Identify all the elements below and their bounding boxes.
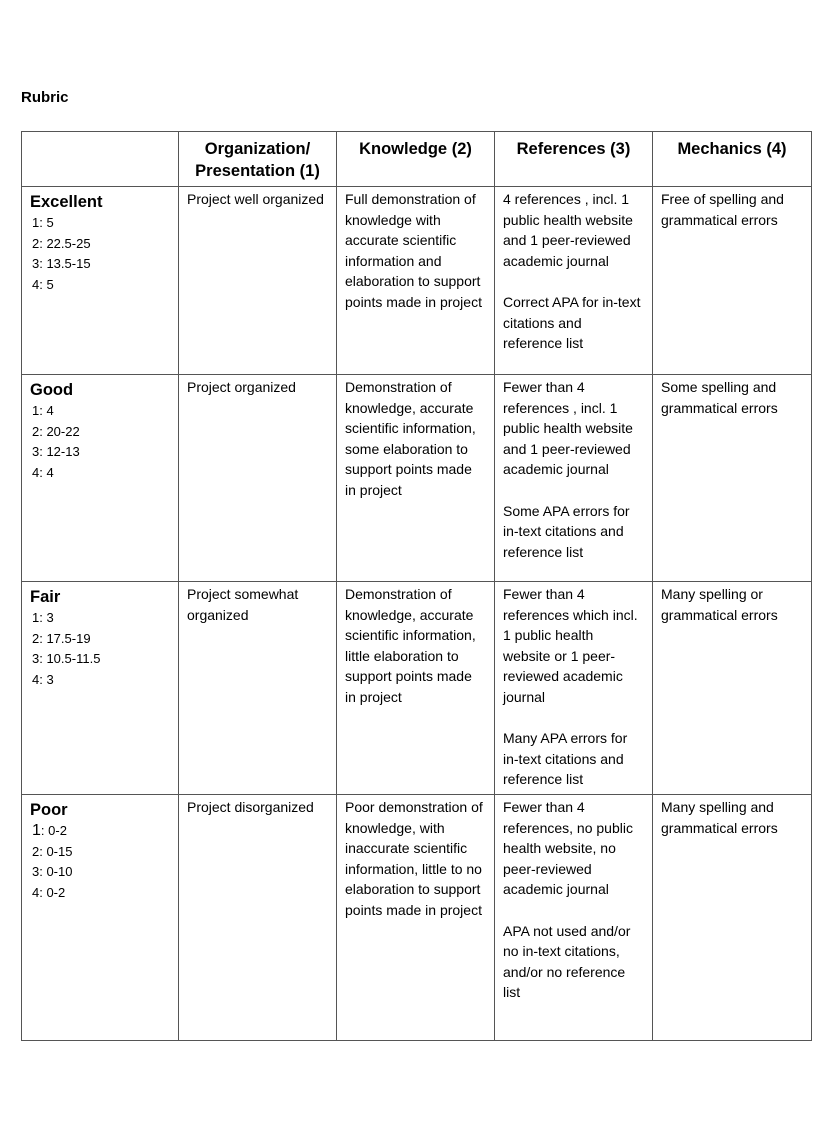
references-cell xyxy=(495,582,653,795)
knowledge-cell: Demonstration of knowledge, accurate scientific information, some elaboration to support points made in project xyxy=(337,375,495,582)
score-criterion-2: 2: 0-15 xyxy=(32,843,73,859)
score-criterion-3: 3: 12-13 xyxy=(32,444,80,460)
organization-cell: Project well organized xyxy=(179,187,337,375)
header-mechanics: Mechanics (4) xyxy=(653,132,812,187)
level-name: Good xyxy=(30,381,74,399)
score-criterion-3: 3: 0-10 xyxy=(32,864,73,880)
score-criterion-1 xyxy=(30,821,170,842)
table-row-fair xyxy=(22,582,812,795)
mechanics-cell: Many spelling or grammatical errors xyxy=(653,582,812,795)
references-cell xyxy=(495,794,653,1040)
score-criterion-1: 1: 5 xyxy=(32,215,54,230)
score-criterion-1-number: 1 xyxy=(32,821,41,839)
score-criterion-4: 4: 5 xyxy=(32,276,54,292)
references-apa-text: APA not used and/or no in-text citations, and/or no reference list xyxy=(503,922,631,1001)
references-apa-text: Some APA errors for in-text citations and reference list xyxy=(503,502,630,560)
score-criterion-3: 3: 13.5-15 xyxy=(32,256,91,272)
score-criterion-1: 1: 3 xyxy=(32,610,54,625)
score-criterion-2: 2: 22.5-25 xyxy=(32,235,91,251)
rubric-table xyxy=(21,131,812,1041)
references-apa-text: Correct APA for in-text citations and reference list xyxy=(503,293,641,352)
header-organization-line2: Presentation (1) xyxy=(195,162,320,180)
score-criterion-4: 4: 4 xyxy=(32,464,54,480)
references-count-text: 4 references , incl. 1 public health website and 1 peer-reviewed academic journal xyxy=(503,191,633,269)
score-criterion-4: 4: 3 xyxy=(32,671,54,687)
references-count-text: Fewer than 4 references , incl. 1 public health website and 1 peer-reviewed academic journal xyxy=(503,379,633,478)
knowledge-cell: Demonstration of knowledge, accurate scientific information, little elaboration to support points made in project xyxy=(337,582,495,795)
references-count-text: Fewer than 4 references, no public health website, no peer-reviewed academic journal xyxy=(503,798,633,898)
score-criterion-2: 2: 20-22 xyxy=(32,423,80,439)
table-row-poor xyxy=(22,794,812,1040)
header-knowledge: Knowledge (2) xyxy=(337,132,495,187)
score-criterion-4: 4: 0-2 xyxy=(32,884,66,900)
organization-cell: Project organized xyxy=(179,375,337,582)
level-cell xyxy=(22,187,179,375)
document-title: Rubric xyxy=(21,89,69,106)
level-name: Poor xyxy=(30,800,68,819)
level-name: Excellent xyxy=(30,193,103,211)
score-criterion-1: 1: 4 xyxy=(32,403,54,418)
table-row-good xyxy=(22,375,812,582)
header-references: References (3) xyxy=(495,132,653,187)
level-cell xyxy=(22,375,179,582)
references-apa-text: Many APA errors for in-text citations and reference list xyxy=(503,730,628,788)
organization-cell: Project disorganized xyxy=(179,794,337,1040)
organization-cell: Project somewhat organized xyxy=(179,582,337,795)
references-cell xyxy=(495,375,653,582)
knowledge-cell: Poor demonstration of knowledge, with inaccurate scientific information, little to no elaboration to support points made in project xyxy=(337,794,495,1040)
level-name: Fair xyxy=(30,588,61,606)
header-organization-line1: Organization/ xyxy=(204,140,311,158)
table-row-excellent xyxy=(22,187,812,375)
references-count-text: Fewer than 4 references which incl. 1 public health website or 1 peer-reviewed academic journal xyxy=(503,586,638,705)
header-row xyxy=(22,132,812,187)
mechanics-cell: Free of spelling and grammatical errors xyxy=(653,187,812,375)
level-cell xyxy=(22,582,179,795)
mechanics-cell: Some spelling and grammatical errors xyxy=(653,375,812,582)
level-cell xyxy=(22,794,179,1040)
header-corner xyxy=(22,132,179,187)
knowledge-cell: Full demonstration of knowledge with accurate scientific information and elaboration to support points made in project xyxy=(337,187,495,375)
mechanics-cell: Many spelling and grammatical errors xyxy=(653,794,812,1040)
score-criterion-3: 3: 10.5-11.5 xyxy=(32,651,101,667)
score-criterion-1-range: : 0-2 xyxy=(40,822,67,838)
references-cell xyxy=(495,187,653,375)
header-organization xyxy=(179,132,337,187)
score-criterion-2: 2: 17.5-19 xyxy=(32,630,91,646)
